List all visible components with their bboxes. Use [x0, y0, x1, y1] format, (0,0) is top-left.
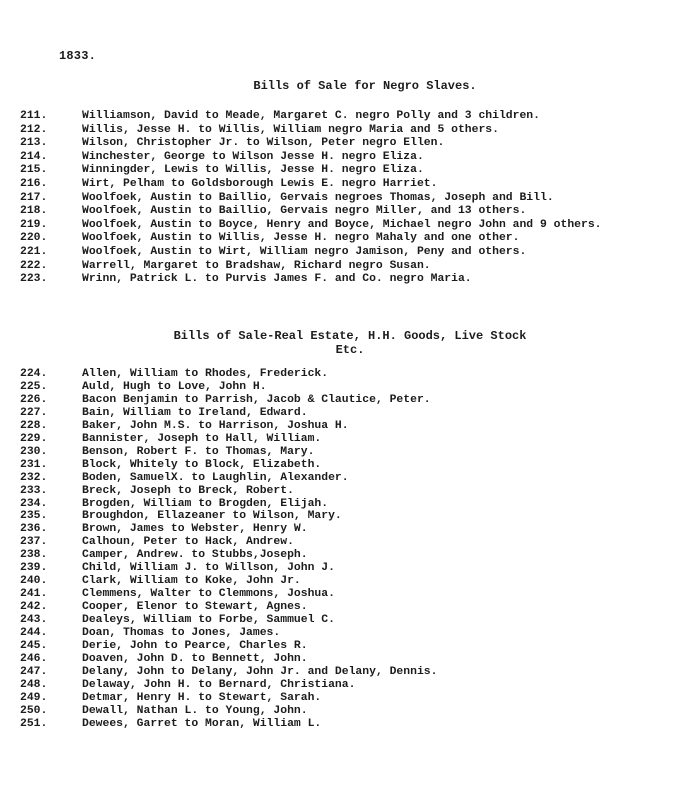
entry-number: 215.: [20, 164, 48, 177]
entry-number: 237.: [20, 536, 48, 549]
list-item: [20, 562, 695, 575]
list-item: [20, 666, 695, 679]
entry-text: Delaway, John H. to Bernard, Christiana.: [82, 678, 356, 691]
entry-text: Calhoun, Peter to Hack, Andrew.: [82, 536, 294, 549]
entry-text: Camper, Andrew. to Stubbs,Joseph.: [82, 549, 308, 562]
entry-text: Clark, William to Koke, John Jr.: [82, 575, 301, 588]
list-item: [20, 536, 695, 549]
list-item: [20, 653, 695, 666]
list-item: [20, 692, 695, 705]
entry-number: 217.: [20, 191, 48, 204]
list-item: [20, 192, 695, 206]
list-item: [20, 510, 695, 523]
entry-number: 224.: [20, 368, 48, 380]
list-item: [20, 394, 695, 407]
entry-text: Wilson, Christopher Jr. to Wilson, Peter negro Ellen.: [82, 137, 445, 150]
entry-text: Williamson, David to Meade, Margaret C. negro Polly and 3 children.: [82, 110, 540, 122]
entry-number: 241.: [20, 588, 48, 601]
entry-number: 236.: [20, 523, 48, 536]
entry-number: 240.: [20, 575, 48, 588]
entry-number: 214.: [20, 150, 48, 163]
slave-sale-list: [20, 110, 695, 287]
entry-number: 230.: [20, 445, 48, 458]
entry-number: 219.: [20, 218, 48, 231]
list-item: [20, 110, 695, 124]
entry-number: 218.: [20, 205, 48, 218]
entry-number: 244.: [20, 627, 48, 640]
entry-number: 225.: [20, 380, 48, 393]
entry-text: Woolfoek, Austin to Baillio, Gervais negroes Thomas, Joseph and Bill.: [82, 191, 554, 204]
section-title-line-2: Etc.: [335, 343, 365, 357]
entry-number: 251.: [20, 717, 48, 730]
entry-text: Benson, Robert F. to Thomas, Mary.: [82, 445, 315, 458]
list-item: [20, 705, 695, 718]
list-item: [20, 575, 695, 588]
section-title-line-1: Bills of Sale-Real Estate, H.H. Goods, Live Stock: [173, 329, 527, 343]
entry-number: 211.: [20, 110, 48, 122]
entry-number: 233.: [20, 484, 48, 497]
list-item: [20, 459, 695, 472]
entry-text: Clemmens, Walter to Clemmons, Joshua.: [82, 588, 335, 601]
entry-text: Child, William J. to Willson, John J.: [82, 562, 335, 575]
section-title-slaves: Bills of Sale for Negro Slaves.: [253, 79, 477, 93]
entry-text: Baker, John M.S. to Harrison, Joshua H.: [82, 419, 349, 432]
entry-text: Boden, SamuelX. to Laughlin, Alexander.: [82, 471, 349, 484]
entry-text: Allen, William to Rhodes, Frederick.: [82, 368, 329, 380]
entry-number: 232.: [20, 471, 48, 484]
document-year: 1833.: [59, 49, 97, 63]
list-item: [20, 446, 695, 459]
entry-number: 228.: [20, 419, 48, 432]
list-item: [20, 640, 695, 653]
entry-number: 222.: [20, 259, 48, 272]
list-item: [20, 498, 695, 511]
entry-text: Bannister, Joseph to Hall, William.: [82, 432, 322, 445]
list-item: [20, 627, 695, 640]
entry-number: 249.: [20, 691, 48, 704]
entry-text: Doan, Thomas to Jones, James.: [82, 627, 281, 640]
list-item: [20, 219, 695, 233]
entry-text: Brogden, William to Brogden, Elijah.: [82, 497, 329, 510]
entry-number: 221.: [20, 245, 48, 258]
list-item: [20, 601, 695, 614]
entry-number: 239.: [20, 562, 48, 575]
entry-text: Woolfoek, Austin to Wirt, William negro Jamison, Peny and others.: [82, 245, 527, 258]
entry-text: Derie, John to Pearce, Charles R.: [82, 640, 308, 653]
entry-text: Block, Whitely to Block, Elizabeth.: [82, 458, 322, 471]
entry-number: 243.: [20, 614, 48, 627]
list-item: [20, 164, 695, 178]
entry-text: Delany, John to Delany, John Jr. and Delany, Dennis.: [82, 665, 438, 678]
entry-number: 247.: [20, 665, 48, 678]
entry-text: Detmar, Henry H. to Stewart, Sarah.: [82, 691, 322, 704]
list-item: [20, 273, 695, 287]
list-item: [20, 549, 695, 562]
entry-text: Woolfoek, Austin to Boyce, Henry and Boyce, Michael negro John and 9 others.: [82, 218, 602, 231]
entry-text: Woolfoek, Austin to Baillio, Gervais negro Miller, and 13 others.: [82, 205, 527, 218]
entry-text: Doaven, John D. to Bennett, John.: [82, 652, 308, 665]
entry-number: 226.: [20, 393, 48, 406]
entry-number: 223.: [20, 273, 48, 286]
entry-text: Breck, Joseph to Breck, Robert.: [82, 484, 294, 497]
entry-text: Broughdon, Ellazeaner to Wilson, Mary.: [82, 510, 342, 523]
list-item: [20, 679, 695, 692]
entry-number: 213.: [20, 137, 48, 150]
list-item: [20, 523, 695, 536]
entry-text: Wirt, Pelham to Goldsborough Lewis E. negro Harriet.: [82, 177, 438, 190]
entry-text: Dealeys, William to Forbe, Sammuel C.: [82, 614, 335, 627]
list-item: [20, 151, 695, 165]
list-item: [20, 588, 695, 601]
list-item: [20, 124, 695, 138]
entry-text: Wrinn, Patrick L. to Purvis James F. and Co. negro Maria.: [82, 273, 472, 286]
list-item: [20, 178, 695, 192]
entry-text: Bain, William to Ireland, Edward.: [82, 406, 308, 419]
entry-text: Dewees, Garret to Moran, William L.: [82, 717, 322, 730]
entry-number: 231.: [20, 458, 48, 471]
entry-text: Woolfoek, Austin to Willis, Jesse H. negro Mahaly and one other.: [82, 232, 520, 245]
entry-number: 238.: [20, 549, 48, 562]
list-item: [20, 614, 695, 627]
list-item: [20, 368, 695, 381]
entry-number: 242.: [20, 601, 48, 614]
list-item: [20, 260, 695, 274]
entry-text: Auld, Hugh to Love, John H.: [82, 380, 267, 393]
list-item: [20, 472, 695, 485]
list-item: [20, 205, 695, 219]
entry-text: Warrell, Margaret to Bradshaw, Richard negro Susan.: [82, 259, 431, 272]
list-item: [20, 433, 695, 446]
entry-number: 212.: [20, 123, 48, 136]
entry-number: 216.: [20, 177, 48, 190]
real-estate-sale-list: [20, 368, 695, 731]
entry-number: 250.: [20, 704, 48, 717]
entry-number: 229.: [20, 432, 48, 445]
entry-number: 245.: [20, 640, 48, 653]
entry-number: 227.: [20, 406, 48, 419]
entry-text: Bacon Benjamin to Parrish, Jacob & Clautice, Peter.: [82, 393, 431, 406]
entry-number: 248.: [20, 678, 48, 691]
entry-text: Willis, Jesse H. to Willis, William negro Maria and 5 others.: [82, 123, 499, 136]
list-item: [20, 381, 695, 394]
entry-number: 234.: [20, 497, 48, 510]
entry-number: 246.: [20, 652, 48, 665]
entry-text: Winningder, Lewis to Willis, Jesse H. negro Eliza.: [82, 164, 424, 177]
entry-number: 235.: [20, 510, 48, 523]
list-item: [20, 485, 695, 498]
list-item: [20, 718, 695, 731]
list-item: [20, 246, 695, 260]
list-item: [20, 232, 695, 246]
entry-number: 220.: [20, 232, 48, 245]
entry-text: Cooper, Elenor to Stewart, Agnes.: [82, 601, 308, 614]
entry-text: Dewall, Nathan L. to Young, John.: [82, 704, 308, 717]
list-item: [20, 420, 695, 433]
entry-text: Brown, James to Webster, Henry W.: [82, 523, 308, 536]
list-item: [20, 407, 695, 420]
entry-text: Winchester, George to Wilson Jesse H. negro Eliza.: [82, 150, 424, 163]
section-title-real-estate: [0, 329, 700, 357]
list-item: [20, 137, 695, 151]
